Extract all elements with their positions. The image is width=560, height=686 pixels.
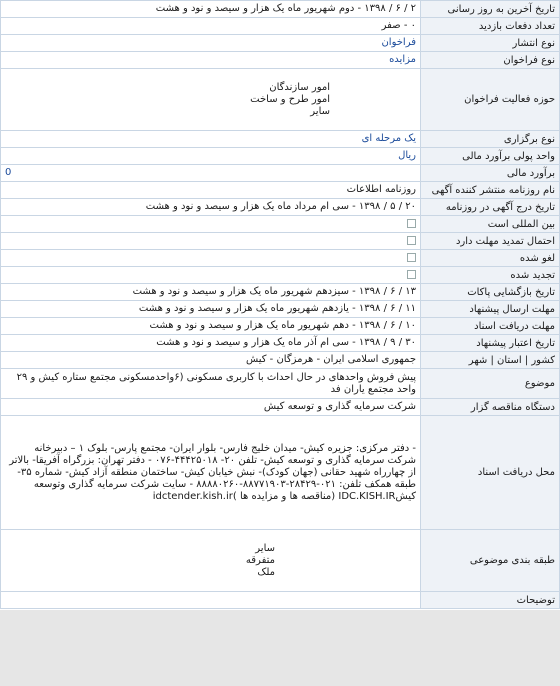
value-publish-type: فراخوان <box>1 35 421 52</box>
value-estimate: 0 <box>1 165 421 182</box>
row-estimate <box>1 165 560 182</box>
row-activity-field <box>1 69 560 131</box>
row-location <box>1 352 560 369</box>
row-subject <box>1 369 560 399</box>
row-validity-date <box>1 335 560 352</box>
value-category <box>1 530 421 592</box>
row-holding-type <box>1 131 560 148</box>
row-extension <box>1 233 560 250</box>
value-currency: ریال <box>1 148 421 165</box>
value-visit-count: ۰ - صفر <box>1 18 421 35</box>
value-organizer: شرکت سرمایه گذاری و توسعه کیش <box>1 399 421 416</box>
category-item: ملک <box>257 566 275 578</box>
label-submit-deadline: مهلت ارسال پیشنهاد <box>421 301 560 318</box>
value-submit-deadline: ۱۱ / ۶ / ۱۳۹۸ - یازدهم شهریور ماه یک هزار و سیصد و نود و هشت <box>1 301 421 318</box>
label-activity-field: حوزه فعالیت فراخوان <box>421 69 560 131</box>
value-renewed <box>1 267 421 284</box>
label-validity-date: تاریخ اعتبار پیشنهاد <box>421 335 560 352</box>
value-international <box>1 216 421 233</box>
label-currency: واحد پولی برآورد مالی <box>421 148 560 165</box>
row-newspaper <box>1 182 560 199</box>
label-newspaper: نام روزنامه منتشر کننده آگهی <box>421 182 560 199</box>
value-ad-date: ۲۰ / ۵ / ۱۳۹۸ - سی ام مرداد ماه یک هزار و سیصد و نود و هشت <box>1 199 421 216</box>
row-docs-deadline <box>1 318 560 335</box>
row-visit-count <box>1 18 560 35</box>
activity-item: امور سازندگان <box>269 81 330 93</box>
label-ad-date: تاریخ درج آگهی در روزنامه <box>421 199 560 216</box>
label-docs-location: محل دریافت اسناد <box>421 416 560 530</box>
category-item: متفرقه <box>245 554 275 566</box>
cancelled-checkbox <box>407 253 416 262</box>
label-subject: موضوع <box>421 369 560 399</box>
international-checkbox <box>407 219 416 228</box>
value-validity-date: ۳۰ / ۹ / ۱۳۹۸ - سی ام آذر ماه یک هزار و سیصد و نود و هشت <box>1 335 421 352</box>
label-call-type: نوع فراخوان <box>421 52 560 69</box>
row-renewed <box>1 267 560 284</box>
value-activity-field <box>1 69 421 131</box>
label-extension: احتمال تمدید مهلت دارد <box>421 233 560 250</box>
label-visit-count: تعداد دفعات بازدید <box>421 18 560 35</box>
label-holding-type: نوع برگزاری <box>421 131 560 148</box>
label-category: طبقه بندی موضوعی <box>421 530 560 592</box>
value-opening-date: ۱۳ / ۶ / ۱۳۹۸ - سیزدهم شهریور ماه یک هزار و سیصد و نود و هشت <box>1 284 421 301</box>
label-renewed: تجدید شده <box>421 267 560 284</box>
label-opening-date: تاریخ بازگشایی پاکات <box>421 284 560 301</box>
activity-item: امور طرح و ساخت <box>250 93 330 105</box>
row-description <box>1 592 560 609</box>
row-opening-date <box>1 284 560 301</box>
row-submit-deadline <box>1 301 560 318</box>
label-location: کشور | استان | شهر <box>421 352 560 369</box>
category-item: سایر <box>255 542 275 554</box>
value-location: جمهوری اسلامی ایران - هرمزگان - کیش <box>1 352 421 369</box>
row-last-update <box>1 1 560 18</box>
value-newspaper: روزنامه اطلاعات <box>1 182 421 199</box>
row-call-type <box>1 52 560 69</box>
value-holding-type: یک مرحله ای <box>1 131 421 148</box>
row-international <box>1 216 560 233</box>
value-docs-location: - دفتر مرکزی: جزیره کیش- میدان خلیج فارس- بلوار ایران- مجتمع پارس- بلوک ۱ – دبیرخانه شرکت سرمایه گذاری و توسعه کیش- تلفن ۲۰- ۴۴۴۲۵۰۱۸-۰۷۶ - دفتر تهران: بزرگراه آفریقا- بالاتر از چهارراه شهید حقانی (جهان کودک)- نبش خیابان کیش- ساختمان منطقه آزاد کیش- شماره ۳۵- طبقه همکف تلفن: ۰۲۱-۲۸۴۲۹-۸۸۷۷۱۹۰۳-۸۸۸۸۰۲۶۰ - سایت شرکت سرمایه گذاری وتوسعه کیشIDC.KISH.IR (مناقصه ها و مزایده ها )idctender.kish.ir <box>1 416 421 530</box>
label-organizer: دستگاه مناقصه گزار <box>421 399 560 416</box>
row-organizer <box>1 399 560 416</box>
value-call-type: مزایده <box>1 52 421 69</box>
row-docs-location <box>1 416 560 530</box>
value-last-update: ۲ / ۶ / ۱۳۹۸ - دوم شهریور ماه یک هزار و سیصد و نود و هشت <box>1 1 421 18</box>
row-category <box>1 530 560 592</box>
activity-item: سایر <box>310 105 330 117</box>
value-extension <box>1 233 421 250</box>
label-international: بین المللی است <box>421 216 560 233</box>
row-cancelled <box>1 250 560 267</box>
label-estimate: برآورد مالی <box>421 165 560 182</box>
extension-checkbox <box>407 236 416 245</box>
row-ad-date <box>1 199 560 216</box>
value-description <box>1 592 421 609</box>
label-publish-type: نوع انتشار <box>421 35 560 52</box>
renewed-checkbox <box>407 270 416 279</box>
footer-area <box>0 610 560 686</box>
value-cancelled <box>1 250 421 267</box>
label-docs-deadline: مهلت دریافت اسناد <box>421 318 560 335</box>
row-publish-type <box>1 35 560 52</box>
value-subject: پیش فروش واحدهای در حال احداث با کاربری مسکونی (۶واحدمسکونی مجتمع ستاره کیش و ۲۹ واحد مجتمع یاران فد <box>1 369 421 399</box>
label-cancelled: لغو شده <box>421 250 560 267</box>
value-docs-deadline: ۱۰ / ۶ / ۱۳۹۸ - دهم شهریور ماه یک هزار و سیصد و نود و هشت <box>1 318 421 335</box>
label-last-update: تاریخ آخرین به روز رسانی <box>421 1 560 18</box>
row-currency <box>1 148 560 165</box>
label-description: توضیحات <box>421 592 560 609</box>
